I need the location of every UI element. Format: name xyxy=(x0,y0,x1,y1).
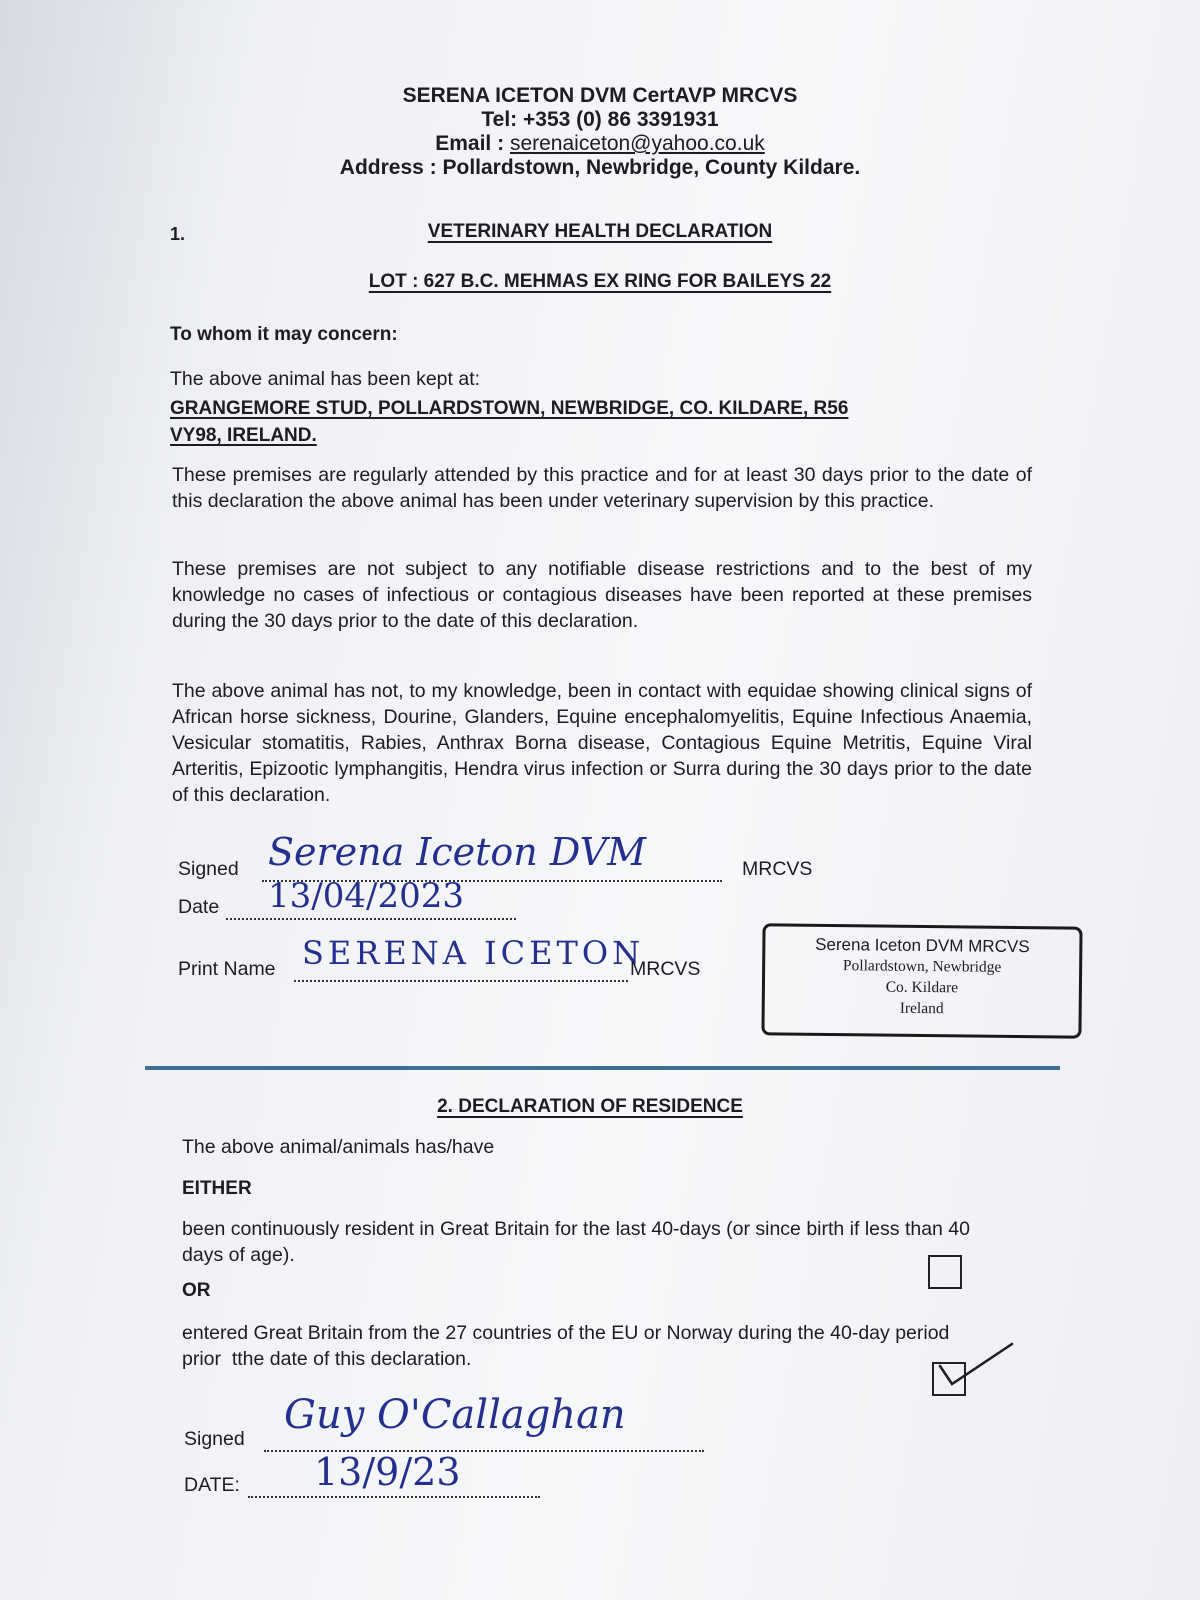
section-divider xyxy=(145,1066,1060,1070)
stamp-line-1: Serena Iceton DVM MRCVS xyxy=(815,934,1030,957)
option-resident-checkbox[interactable] xyxy=(928,1255,962,1289)
paragraph-disease-restrictions: These premises are not subject to any notifiable disease restrictions and to the best of my knowledge no cases of infectious or contagious diseases have been reported at these premises during the 30 days prior to the date of this declaration. xyxy=(172,558,1032,632)
lot-line: LOT : 627 B.C. MEHMAS EX RING FOR BAILEYS 22 xyxy=(368,271,832,292)
owner-signed-label: Signed xyxy=(184,1428,245,1450)
email-label: Email : xyxy=(435,132,510,155)
letterhead-name: SERENA ICETON DVM CertAVP MRCVS xyxy=(402,84,798,107)
premises-line-2: VY98, IRELAND. xyxy=(170,425,317,446)
vet-date: 13/04/2023 xyxy=(268,876,464,916)
practice-stamp xyxy=(761,923,1082,1038)
residence-intro: The above animal/animals has/have xyxy=(182,1136,495,1158)
or-label: OR xyxy=(182,1280,211,1301)
kept-at-label: The above animal has been kept at: xyxy=(170,368,481,390)
section2-title: 2. DECLARATION OF RESIDENCE xyxy=(437,1096,743,1117)
signed-label: Signed xyxy=(178,858,239,880)
stamp-line-3: Co. Kildare xyxy=(885,978,959,997)
section1-title: VETERINARY HEALTH DECLARATION xyxy=(427,221,773,242)
owner-date-label: DATE: xyxy=(184,1474,240,1496)
checkmark-icon xyxy=(930,1336,1020,1396)
option-resident-text: been continuously resident in Great Britain for the last 40-days (or since birth if less than 40 days of age). xyxy=(182,1218,970,1266)
stamp-line-4: Ireland xyxy=(899,999,944,1018)
email-link[interactable]: serenaiceton@yahoo.co.uk xyxy=(509,132,765,155)
date-label: Date xyxy=(178,896,220,918)
letterhead-email-line xyxy=(0,132,1200,156)
owner-signature: Guy O'Callaghan xyxy=(284,1392,626,1438)
print-name-label: Print Name xyxy=(178,958,276,980)
print-name-suffix: MRCVS xyxy=(630,958,701,980)
letterhead-tel: Tel: +353 (0) 86 3391931 xyxy=(481,108,719,131)
salutation: To whom it may concern: xyxy=(170,324,398,345)
signed-suffix: MRCVS xyxy=(742,858,813,880)
stamp-line-2: Pollardstown, Newbridge xyxy=(842,957,1002,976)
premises-line-1: GRANGEMORE STUD, POLLARDSTOWN, NEWBRIDGE, CO. KILDARE, R56 xyxy=(170,398,849,419)
section-number: 1. xyxy=(170,224,186,244)
option-entered-text: entered Great Britain from the 27 countries of the EU or Norway during the 40-day period prior tthe date of this declaration. xyxy=(182,1322,950,1370)
paragraph-supervision: These premises are regularly attended by this practice and for at least 30 days prior to the date of this declaration the above animal has been under veterinary supervision by this practice. xyxy=(172,464,1032,512)
letterhead-address: Address : Pollardstown, Newbridge, County Kildare. xyxy=(339,156,861,179)
paragraph-contact: The above animal has not, to my knowledge, been in contact with equidae showing clinical signs of African horse sickness, Dourine, Glanders, Equine encephalomyelitis, Equine Infectious Anaemia, Vesicular stomatitis, Rabies, Anthrax Borna disease, Contagious Equine Metritis, Equine Viral Arteritis, Epizootic lymphangitis, Hendra virus infection or Surra during the 30 days prior to the date of this declaration. xyxy=(172,680,1032,806)
either-label: EITHER xyxy=(182,1178,252,1199)
owner-date: 13/9/23 xyxy=(314,1450,461,1494)
vet-print-name: SERENA ICETON xyxy=(302,934,645,972)
vet-signature: Serena Iceton DVM xyxy=(268,830,647,874)
